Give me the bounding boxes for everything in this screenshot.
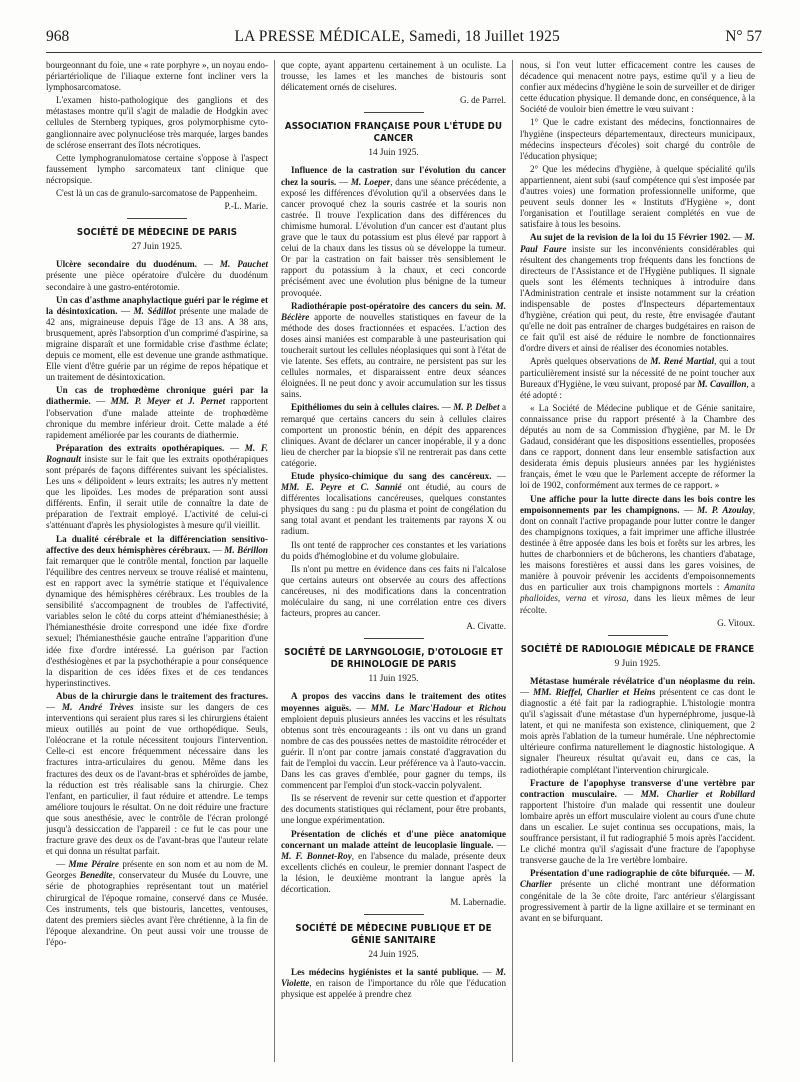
article-paragraph: 2° Que les médecins d'hygiène, à quelque spécialité qu'ils appartiennent, aient subi (sauf compétence qui s'est imposée par d'autres voies) une formation professionnelle uniforme, que peuvent seuls donner les « Instituts d'Hygiène », dont l'organisation et l'outillage seraient complétés en vue de satisfaire à tous les besoins. — [520, 163, 755, 230]
article-paragraph: A propos des vaccins dans le traitement des otites moyennes aiguës. — MM. Le Marc'Hadour et Richou emploient depuis plusieurs années les vaccins et les résultats obtenus sont très encourageants : ils ont vu dans un grand nombre de cas des poussées nettes de mastoïdite rétrocéder et guérir. Il n'ont par contre jamais constaté d'aggravation du fait de l'emploi du vaccin. Leur préférence va à l'auto-vaccin. Dans les cas graves d'emblée, pour gagner du temps, ils commencent par l'emploi d'un stock-vaccin polyvalent. — [281, 691, 506, 791]
article-paragraph: Abus de la chirurgie dans le traitement des fractures. — M. André Trèves insiste sur les dangers de ces interventions qui seraient plus rares si les chirurgiens étaient mieux outillés au point de vue orthopédique. Seuls, l'oléocrane et la rotule nécessitent toujours l'intervention. Celle-ci est encore fréquemment nécessaire dans les fractures intra-articulaires du genou. Même dans les fractures des deux os de l'avant-bras et sphéroïdes de jambe, la réduction est très réalisable sans la chirurgie. Chez l'enfant, en particulier, il faut réduire et attendre. Le temps améliore toujours le résultat. On ne doit réduire une fracture que sous anesthésie, avec le contrôle de l'écran prolongé jusqu'à dessiccation de l'appareil : ce fut le cas pour une fracture grave des deux os de l'avant-bras que l'auteur relate et qui donna un résultat parfait. — [46, 690, 268, 857]
article-paragraph: La dualité cérébrale et la différenciation sensitivo-affective des deux hémisphères cérébraux. — M. Bérillon fait remarquer que le contrôle mental, fonction par laquelle l'équilibre des centres nerveux se trouve réalisé et maintenu, est en rapport avec la symétrie statique et l'équivalence dynamique des hémisphères cérébraux. Les troubles de la sensibilité s'accompagnent de troubles de l'affectivité, variables selon le côté du corps atteint d'hémianesthésie; à l'hémianesthésie droite correspond une idée fixe d'ordre sexuel; l'hémianesthésie gauche entraîne l'apparition d'une idée fixe d'ordre intéressé. La guérison par l'action d'esthésiogènes et par la psychothérapie a pour conséquence la disparition de ces idées fixes et de ces tendances hyperinstinctives. — [46, 533, 268, 688]
article-paragraph: C'est là un cas de granulo-sarcomatose de Pappenheim. — [56, 188, 258, 199]
article-paragraph: Ulcère secondaire du duodénum. — M. Pauchet présente une pièce opératoire d'ulcère du duodénum secondaire à une gastro-entérotomie. — [46, 259, 268, 292]
author-signature: G. Vitoux. — [717, 617, 755, 628]
article-paragraph: bourgeonnant du foie, une « rate porphyre », un noyau endo-périartériolique de l'iliaque externe font incliner vers la lymphosarcomatose. — [46, 60, 268, 93]
article-paragraph: nous, si l'on veut lutter efficacement contre les causes de décadence qui menacent notre pays, estime qu'il y a lieu de confier aux médecins d'hygiène le soin de surveiller et de diriger cette éducation physique. Il demande donc, en conséquence, à la Société de vouloir bien émettre le vœu suivant : — [520, 60, 755, 115]
article-paragraph: Présentation d'une radiographie de côte bifurquée. — M. Charlier présente un cliché montrant une déformation congénitale de la 3e côte droite, l'arc antérieur s'élargissant progressivement à partir de la ligne axillaire et se terminant en avant en se bifurquant. — [520, 868, 755, 923]
section-date: 11 Juin 1925. — [368, 674, 419, 685]
article-paragraph: Les médecins hygiénistes et la santé publique. — M. Violette, en raison de l'importance du rôle que l'éducation physique est appelée à prendre chez — [281, 967, 506, 1000]
section-separator — [364, 112, 424, 113]
section-separator — [364, 914, 424, 915]
header-rule — [46, 52, 762, 53]
section-heading: SOCIÉTÉ DE RADIOLOGIE MÉDICALE DE FRANCE — [520, 643, 755, 655]
article-paragraph: Epithéliomes du sein à cellules claires. — M. P. Delbet a remarqué que certains cancers du sein à cellules claires comportent un pronostic bénin, en dépit des apparences cliniques. Avant de déclarer un cancer inopérable, il y a donc lieu de chercher par la biopsie s'il ne rentrerait pas dans cette catégorie. — [281, 402, 506, 468]
article-paragraph: Influence de la castration sur l'évolution du cancer chez la souris. — M. Loeper, dans une séance précédente, a exposé les différences d'évolution qu'il a observées dans le cancer provoqué chez la souris castrée et la souris non castrée. Il trouve l'explication dans des différences du chimisme humoral. L'évolution d'un cancer est d'autant plus grave que le taux du potassium est plus élevé par rapport à celui de la chaux dans les tissus où se développe la tumeur. Or par la castration on fait baisser très sensiblement le rapport du potassium à la chaux, et ceci concorde précisément avec une évolution plus bénigne de la tumeur provoquée. — [281, 165, 506, 298]
article-paragraph: Au sujet de la revision de la loi du 15 Février 1902. — M. Paul Faure insiste sur les inconvénients considérables qui résultent des changements trop fréquents dans les fonctions de directeurs de l'Assistance et de l'Hygiène publiques. Il signale quels sont les éléments techniques à introduire dans l'Administration centrale et insiste notamment sur la création indispensable de postes d'Inspecteurs départementaux d'hygiène, création qui peut, du reste, être envisagée d'autant qu'elle ne doit pas entraîner de charges budgétaires en raison de ce fait qu'il est aisé de réduire le nombre de fonctionnaires d'ordre divers et ainsi de réaliser des économies notables. — [520, 232, 755, 354]
article-paragraph: — Mme Péraire présente en son nom et au nom de M. Georges Benedite, conservateur du Musée du Louvre, une série de photographies représentant tout un matériel chirurgical de l'époque romaine, conservé dans ce Musée. Ces instruments, tels que bistouris, lancettes, ventouses, datent des premiers siècles avant l'ère chrétienne, à la fin de l'époque alexandrine. On peut aussi voir une trousse de l'épo- — [46, 859, 268, 947]
article-paragraph: Ils se réservent de revenir sur cette question et d'apporter des documents statistiques qui réclament, pour être probants, une longue expérimentation. — [281, 793, 506, 826]
article-paragraph: Une affiche pour la lutte directe dans les bois contre les empoisonnements par les champignons. — M. P. Azoulay, dont on connaît l'active propagande pour lutter contre le danger des champignons toxiques, a fait imprimer une affiche illustrée destinée à être apposée dans les bois et forêts sur les arbres, les huttes de charbonniers et de bûcherons, les chantiers d'abatage, les maisons forestières et aussi dans les gares voisines, de manière à pouvoir prévenir les accidents d'empoisonnements dus en particulier aux trois champignons mortels : Amanita phalloides, verna et virosa, dans les lieux mêmes de leur récolte. — [520, 493, 755, 615]
section-date: 14 Juin 1925. — [368, 148, 419, 159]
article-paragraph: 1° Que le cadre existant des médecins, fonctionnaires de l'hygiène (inspecteurs départementaux, directeurs municipaux, médecins inspecteurs d'écoles) soit chargé du contrôle de l'éducation physique; — [520, 117, 755, 161]
article-paragraph: Après quelques observations de M. René Martial, qui a tout particulièrement insisté sur la nécessité de ne point toucher aux Bureaux d'Hygiène, le vœu suivant, proposé par M. Cavaillon, a été adopté : — [520, 356, 755, 400]
section-heading: SOCIÉTÉ DE LARYNGOLOGIE, D'OTOLOGIE ET DE RHINOLOGIE DE PARIS — [284, 647, 503, 671]
author-signature: P.-L. Marie. — [224, 201, 268, 212]
article-paragraph: Un cas d'asthme anaphylactique guéri par le régime et la désintoxication. — M. Sédillot présente une malade de 42 ans, migraineuse depuis l'âge de 13 ans. A 38 ans, brusquement, après l'absorption d'un comprimé d'aspirine, sa migraine disparaît et une formidable crise d'asthme éclate; depuis ce moment, elle est devenue une grande asthmatique. Elle vient d'être guérie par un régime de repos hépatique et un traitement de désintoxication. — [46, 294, 268, 383]
author-signature: G. de Parrel. — [460, 95, 506, 106]
page-number: 968 — [46, 28, 70, 45]
article-paragraph: Ils ont tenté de rapprocher ces constantes et les variations du poids d'hémoglobine et du volume globulaire. — [281, 539, 506, 561]
section-date: 27 Juin 1925. — [131, 242, 183, 253]
section-heading: ASSOCIATION FRANÇAISE POUR L'ÉTUDE DU CANCER — [284, 121, 503, 145]
article-paragraph: « La Société de Médecine publique et de Génie sanitaire, connaissance prise du rapport présenté à la Chambre des députés au nom de sa Commission d'hygiène, par M. le Dr Gadaud, considérant que les dispositions essentielles, proposées dans ce rapport, donnent dans leur ensemble satisfaction aux desiderata émis depuis plusieurs années par les hygiénistes français, émet le vœu que le Parlement accepte de réformer la loi de 1902, conformément aux termes de ce rapport. » — [520, 402, 755, 491]
section-heading: SOCIÉTÉ DE MÉDECINE DE PARIS — [76, 227, 238, 239]
article-paragraph: Etude physico-chimique du sang des cancéreux. — MM. E. Peyre et C. Sannié ont étudié, au cours de différentes localisations cancéreuses, quelques constantes physiques du sang : pu du plasma et point de congélation du sang total avant et pendant les traitements par rayons X ou radium. — [281, 471, 506, 537]
section-separator — [608, 635, 668, 636]
author-signature: A. Civatte. — [466, 621, 506, 632]
article-paragraph: Ils n'ont pu mettre en évidence dans ces faits ni l'alcalose que certains auteurs ont observée au cours des affections cancéreuses, ni des modifications dans la concentration moléculaire du sang, ni une corrélation entre ces divers facteurs, propres au cancer. — [281, 563, 506, 619]
article-paragraph: que copte, ayant appartenu certainement à un oculiste. La trousse, les lames et les manches de bistouris sont délicatement ornés de ciselures. — [281, 60, 506, 93]
column-divider — [512, 60, 513, 1062]
section-heading: SOCIÉTÉ DE MÉDECINE PUBLIQUE ET DE GÉNIE SANITAIRE — [295, 923, 492, 947]
journal-title: LA PRESSE MÉDICALE, Samedi, 18 Juillet 1925 — [234, 28, 560, 45]
section-separator — [364, 638, 424, 639]
author-signature: M. Labernadie. — [450, 897, 506, 908]
column-divider — [274, 60, 275, 1062]
article-paragraph: L'examen histo-pathologique des ganglions et des métastases montre qu'il s'agit de maladie de Hodgkin avec cellules de Sternberg typiques, gros polymorphisme cyto-ganglionnaire avec polynucléose très marquée, larges bandes de sclérose enserrant des îlots nécrotiques. — [46, 95, 268, 150]
section-date: 24 Juin 1925. — [368, 950, 419, 961]
column-middle — [281, 60, 506, 1076]
article-paragraph: Radiothérapie post-opératoire des cancers du sein. M. Béclère apporte de nouvelles statistiques en faveur de la méthode des doses fractionnées et espacées. L'action des doses ainsi maniées est comparable à une pasteurisation qui toucherait surtout les cellules néoplasiques qui sont à l'état de vie latente. Ses effets, au contraire, ne persistent pas sur les cellules normales, et disparaissent entre deux séances éloignées. Il ne peut donc y avoir accumulation sur les tissus sains. — [281, 300, 506, 400]
column-left — [46, 60, 268, 1076]
article-paragraph: Fracture de l'apophyse transverse d'une vertèbre par contraction musculaire. — MM. Charlier et Robillard rapportent l'histoire d'un malade qui ressentit une douleur lombaire après un effort musculaire violent au cours d'une chute dans un escalier. Le sujet continua ses occupations, mais, la souffrance persistant, il fut radiographié 5 mois après l'accident. Le cliché montra qu'il s'agissait d'une fracture de l'apophyse transverse gauche de la 1re vertèbre lombaire. — [520, 777, 755, 866]
column-right — [520, 60, 755, 1076]
section-separator — [127, 218, 187, 219]
article-paragraph: Présentation de clichés et d'une pièce anatomique concernant un malade atteint de leucoplasie linguale. — M. F. Bonnet-Roy, en l'absence du malade, présente deux excellents clichés en couleur, le premier donnant l'aspect de la lésion, le deuxième montrant la langue après la décortication. — [281, 828, 506, 894]
section-date: 9 Juin 1925. — [614, 658, 661, 669]
page-header — [46, 28, 762, 52]
article-paragraph: Un cas de trophœdème chronique guéri par la diathermie. — MM. P. Meyer et J. Pernet rapportent l'observation d'une malade atteinte de trophœdème chronique du membre inférieur droit. Cette malade a été rapidement améliorée par les courants de diathermie. — [46, 385, 268, 440]
issue-number: N° 57 — [725, 28, 762, 45]
article-paragraph: Métastase humérale révélatrice d'un néoplasme du rein. — MM. Rieffel, Charlier et Heins présentent ce cas dont le diagnostic a été fait par la radiographie. L'histologie montra qu'il s'agissait d'une métastase d'un hypernéphrome, jusque-là latent, et qui ne manifesta son existence, cliniquement, que 2 mois après l'ablation de la tumeur humérale. Une néphrectomie ultérieure confirma naturellement le diagnostic histologique. A signaler l'heureux résultat qu'avait eu, dans ce cas, la radiothérapie complétant l'intervention chirurgicale. — [520, 675, 755, 775]
article-paragraph: Cette lymphogranulomatose certaine s'oppose à l'aspect faussement lympho sarcomateux tant clinique que nécropsique. — [46, 152, 268, 185]
article-paragraph: Préparation des extraits opothérapiques. — M. F. Rognault insiste sur le fait que les extraits opothérapiques sont préparés de façons différentes suivant les spécialistes. Les uns « délipoïdent » leurs extraits; les autres n'y mettent que les lipoïdes. Les modes de préparation sont aussi différents. Enfin, il serait utile de connaître la date de préparation de l'extrait employé. L'activité de celui-ci s'atténuant d'après les physiologistes à mesure qu'il vieillit. — [46, 442, 268, 531]
